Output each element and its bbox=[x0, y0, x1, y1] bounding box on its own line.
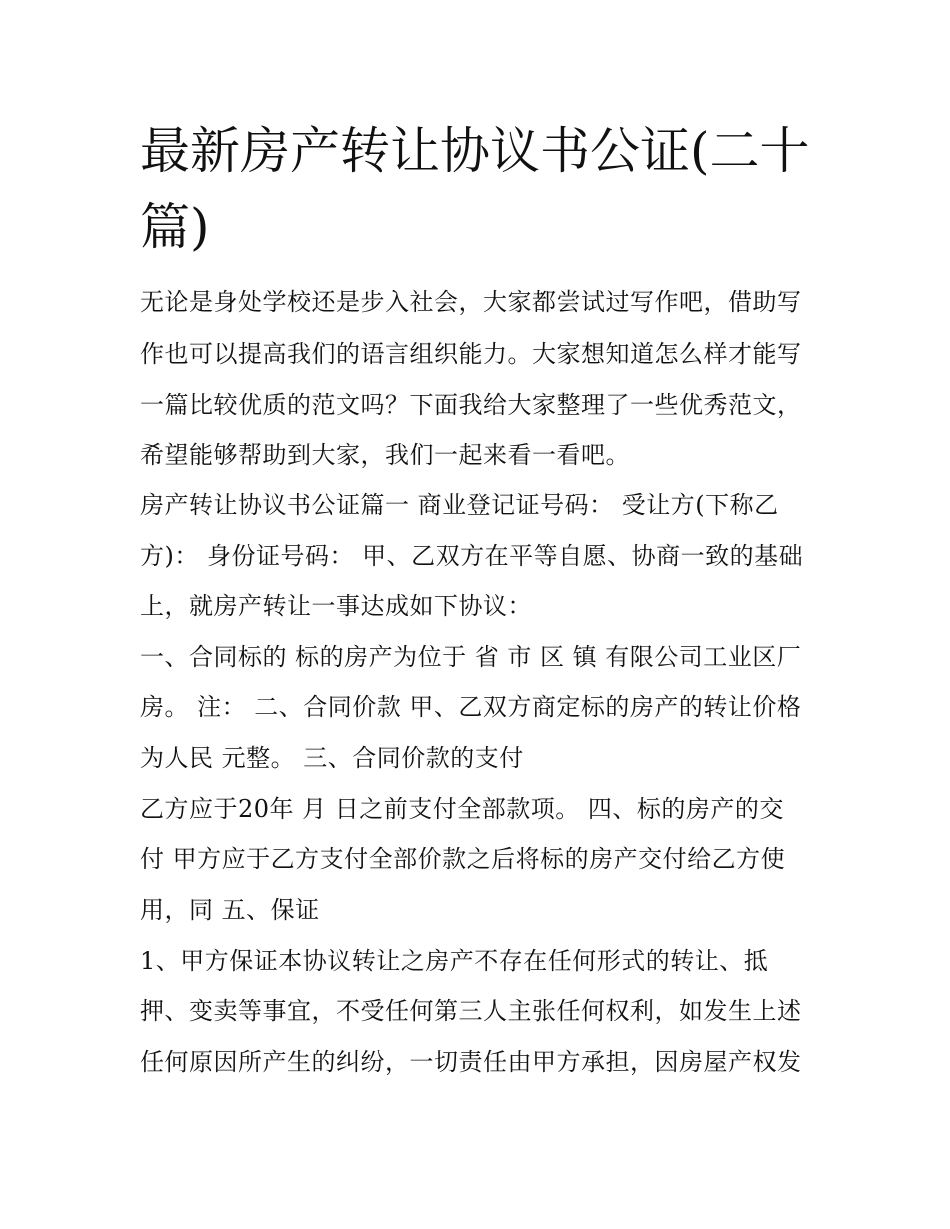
body-line-11: 乙方应于20年 月 日之前支付全部款项。 四、标的房产的交 bbox=[140, 795, 784, 823]
body-line-12: 付 甲方应于乙方支付全部价款之后将标的房产交付给乙方使 bbox=[140, 845, 786, 873]
body-line-14: 1、甲方保证本协议转让之房产不存在任何形式的转让、抵 bbox=[140, 947, 769, 975]
body-line-2: 作也可以提高我们的语言组织能力。大家想知道怎么样才能写 bbox=[140, 340, 802, 368]
body-line-8: 一、合同标的 标的房产为位于 省 市 区 镇 有限公司工业区厂 bbox=[140, 643, 802, 671]
body-line-15: 押、变卖等事宜，不受任何第三人主张任何权利，如发生上述 bbox=[140, 997, 802, 1025]
body-line-5: 房产转让协议书公证篇一 商业登记证号码： 受让方(下称乙 bbox=[140, 491, 779, 519]
body-line-13: 用，同 五、保证 bbox=[140, 896, 320, 924]
body-line-10: 为人民 元整。 三、合同价款的支付 bbox=[140, 744, 524, 772]
document-title-line-2: 篇) bbox=[140, 198, 210, 256]
body-line-9: 房。 注： 二、合同价款 甲、乙双方商定标的房产的转让价格 bbox=[140, 693, 802, 721]
document-title-line-1: 最新房产转让协议书公证(二十 bbox=[140, 122, 810, 180]
body-line-7: 上，就房产转让一事达成如下协议： bbox=[140, 592, 532, 620]
body-line-3: 一篇比较优质的范文吗？下面我给大家整理了一些优秀范文， bbox=[140, 391, 802, 419]
body-line-1: 无论是身处学校还是步入社会，大家都尝试过写作吧，借助写 bbox=[140, 288, 802, 316]
body-line-6: 方)： 身份证号码： 甲、乙双方在平等自愿、协商一致的基础 bbox=[140, 542, 804, 570]
body-line-4: 希望能够帮助到大家，我们一起来看一看吧。 bbox=[140, 441, 630, 469]
body-line-16: 任何原因所产生的纠纷，一切责任由甲方承担，因房屋产权发 bbox=[140, 1048, 802, 1076]
